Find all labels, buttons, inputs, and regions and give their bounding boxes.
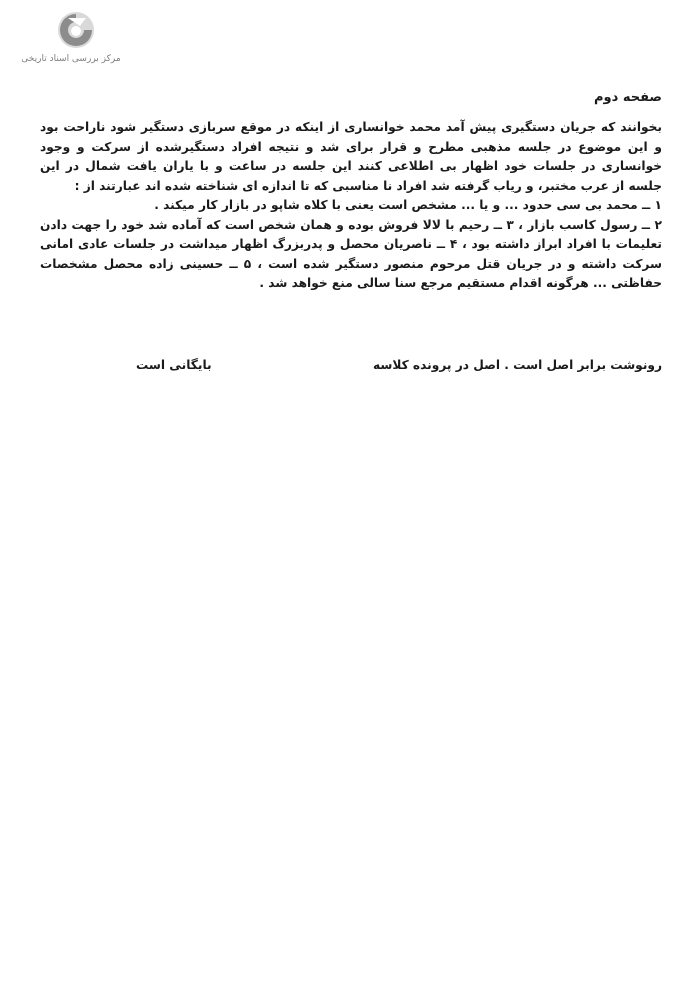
- archive-logo-icon: [56, 10, 96, 50]
- footer-copy-note: رونوشت برابر اصل است . اصل در پرونده کلاسه: [372, 358, 662, 372]
- footer-certification: [40, 358, 662, 378]
- archive-logo: [18, 10, 124, 66]
- footer-archive-note: بایگانی است: [136, 358, 212, 372]
- page-number-label: صفحه دوم: [594, 90, 662, 105]
- document-body: [40, 118, 662, 294]
- paragraph-item-1: ۱ ــ محمد بی سی حدود ... و یا ... مشخص است یعنی با کلاه شاپو در بازار کار میکند .: [154, 198, 662, 212]
- paragraph-intro: بخوانند که جریان دستگیری پیش آمد محمد خوانساری از اینکه در موقع سربازی دستگیر شود ناراحت بود و این موضوع در جلسه مذهبی مطرح و قرار برای شد و نتیجه افراد دستگیرشده از سرکت و وجود خوانساری در جلسات خود اظهار بی اطلاعی کنند این جلسه در ساعت و با یاران یافت شمال در این جلسه از عرب مختبر، و ریاب گرفته شد افراد نا مناسبی که تا اندازه ای شناخته شده اند عبارتند از :: [40, 120, 662, 193]
- archive-logo-caption: مرکز بررسی اسناد تاریخی: [21, 54, 121, 64]
- paragraph-items-2-5: ۲ ــ رسول کاسب بازار ، ۳ ــ رحیم با لالا فروش بوده و همان شخص است که آماده شد خود را جهت دادن تعلیمات با افراد ابراز داشته بود ، ۴ ــ ناصریان محصل و پدربزرگ اظهار میداشت در جلسات عادی امانی سرکت داشته و در جریان قتل مرحوم منصور دستگیر شده است ، ۵ ــ حسینی زاده محصل مشخصات حفاظتی ... هرگونه اقدام مستقیم مرجع سنا سالی منع خواهد شد .: [40, 217, 662, 290]
